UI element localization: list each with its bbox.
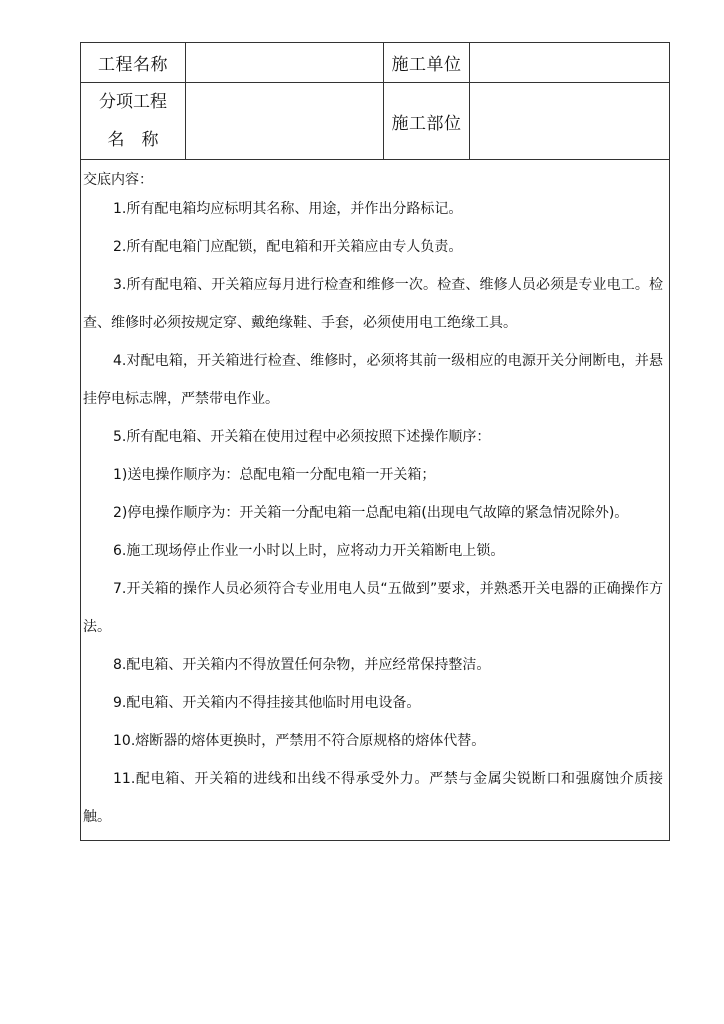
header-row-subproject (81, 83, 670, 160)
content-item-8: 8.配电箱、开关箱内不得放置任何杂物，并应经常保持整洁。 (113, 657, 491, 673)
content-subitem-2: 2)停电操作顺序为：开关箱一分配电箱一总配电箱(出现电气故障的紧急情况除外)。 (113, 505, 629, 521)
content-list (81, 190, 669, 836)
content-item-1: 1.所有配电箱均应标明其名称、用途，并作出分路标记。 (113, 201, 463, 217)
content-bottom-spacer (81, 836, 669, 840)
contractor-field[interactable] (470, 43, 670, 83)
content-item-4: 4.对配电箱，开关箱进行检查、维修时，必须将其前一级相应的电源开关分闸断电，并悬挂停电标志牌，严禁带电作业。 (83, 353, 663, 407)
content-cell (81, 160, 670, 841)
subproject-label (81, 83, 186, 160)
content-title: 交底内容： (83, 172, 153, 188)
contractor-label: 施工单位 (384, 43, 470, 83)
content-item-11: 11.配电箱、开关箱的进线和出线不得承受外力。严禁与金属尖锐断口和强腐蚀介质接触。 (83, 771, 663, 825)
location-label: 施工部位 (384, 83, 470, 160)
content-item-5: 5.所有配电箱、开关箱在使用过程中必须按照下述操作顺序： (113, 429, 491, 445)
subproject-label-line1: 分项工程 (99, 92, 167, 112)
project-name-field[interactable] (186, 43, 384, 83)
location-field[interactable] (470, 83, 670, 160)
subproject-field[interactable] (186, 83, 384, 160)
content-item-3: 3.所有配电箱、开关箱应每月进行检查和维修一次。检查、维修人员必须是专业电工。检查、维修时必须按规定穿、戴绝缘鞋、手套，必须使用电工绝缘工具。 (83, 277, 663, 331)
disclosure-table (80, 42, 670, 841)
header-row-project (81, 43, 670, 83)
content-subitem-1: 1)送电操作顺序为：总配电箱一分配电箱一开关箱； (113, 467, 436, 483)
project-name-label: 工程名称 (81, 43, 186, 83)
content-item-10: 10.熔断器的熔体更换时，严禁用不符合原规格的熔体代替。 (113, 733, 486, 749)
content-item-6: 6.施工现场停止作业一小时以上时，应将动力开关箱断电上锁。 (113, 543, 505, 559)
content-item-9: 9.配电箱、开关箱内不得挂接其他临时用电设备。 (113, 695, 421, 711)
content-row (81, 160, 670, 841)
subproject-label-line2: 名 称 (107, 130, 159, 150)
content-item-2: 2.所有配电箱门应配锁，配电箱和开关箱应由专人负责。 (113, 239, 463, 255)
content-item-7: 7.开关箱的操作人员必须符合专业用电人员“五做到”要求，并熟悉开关电器的正确操作方法。 (83, 581, 663, 635)
